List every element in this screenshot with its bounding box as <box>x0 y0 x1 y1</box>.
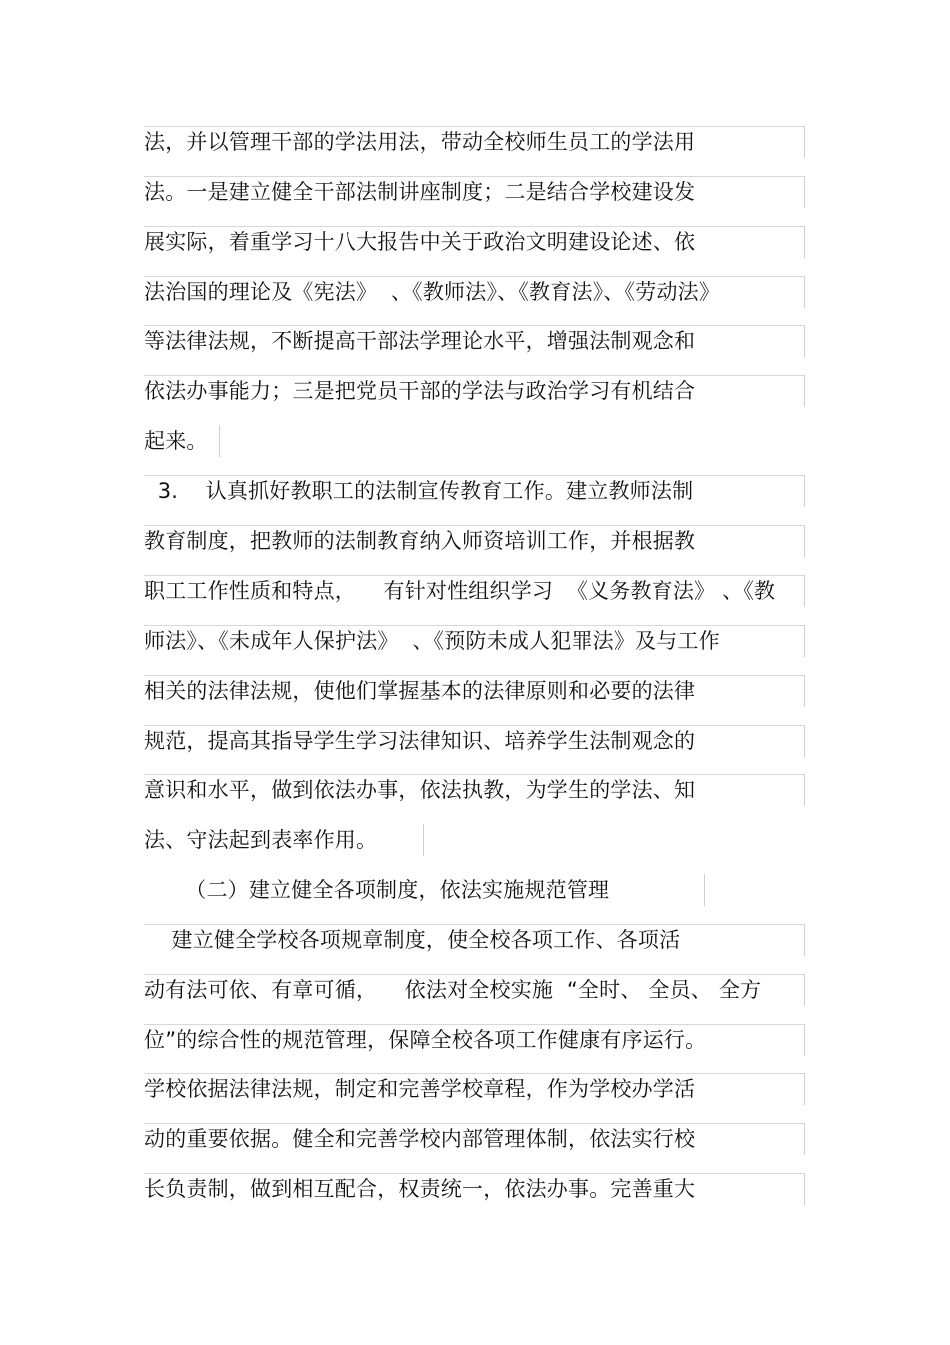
row-border <box>804 176 805 208</box>
row-border <box>804 1123 805 1155</box>
row-divider <box>144 1073 805 1074</box>
text-line: 相关的法律法规，使他们掌握基本的法律原则和必要的法律 <box>144 679 696 703</box>
row-divider <box>144 126 805 127</box>
text-line: 起来。 <box>144 429 208 453</box>
row-border <box>804 226 805 258</box>
row-border <box>804 276 805 308</box>
text-line: 建立健全学校各项规章制度，使全校各项工作、各项活 <box>144 928 681 952</box>
row-divider <box>144 924 805 925</box>
row-border <box>804 375 805 407</box>
row-divider <box>144 176 805 177</box>
text-line: 法、守法起到表率作用。 <box>144 828 378 852</box>
row-divider <box>144 1173 805 1174</box>
text-line: 等法律法规，不断提高干部法学理论水平，增强法制观念和 <box>144 329 696 353</box>
row-border <box>804 974 805 1006</box>
text-line: 动有法可依、有章可循， 依法对全校实施 “全时、 全员、 全方 <box>144 978 762 1002</box>
row-divider <box>144 725 805 726</box>
text-line: 展实际，着重学习十八大报告中关于政治文明建设论述、依 <box>144 230 696 254</box>
row-divider <box>144 276 805 277</box>
text-line: 法治国的理论及《宪法》 、《教师法》、《教育法》、《劳动法》 <box>144 280 721 304</box>
text-line: 法。一是建立健全干部法制讲座制度；二是结合学校建设发 <box>144 180 696 204</box>
text-line: 法，并以管理干部的学法用法，带动全校师生员工的学法用 <box>144 130 696 154</box>
row-border <box>804 924 805 956</box>
row-border <box>423 824 424 856</box>
row-divider <box>144 974 805 975</box>
text-line: 规范，提高其指导学生学习法律知识、培养学生法制观念的 <box>144 729 696 753</box>
row-border <box>219 425 220 457</box>
text-line: 学校依据法律法规，制定和完善学校章程，作为学校办学活 <box>144 1077 696 1101</box>
row-divider <box>144 1123 805 1124</box>
row-divider <box>144 475 805 476</box>
row-border <box>804 725 805 757</box>
text-line: 意识和水平，做到依法办事，依法执教，为学生的学法、知 <box>144 778 696 802</box>
text-line: 长负责制，做到相互配合，权责统一，依法办事。完善重大 <box>144 1177 696 1201</box>
text-line: 师法》、《未成年人保护法》 、《预防未成人犯罪法》及与工作 <box>144 629 720 653</box>
row-border <box>704 874 705 906</box>
row-divider <box>144 525 805 526</box>
row-border <box>804 1173 805 1205</box>
row-divider <box>144 375 805 376</box>
row-border <box>804 126 805 158</box>
row-border <box>804 475 805 507</box>
row-border <box>804 325 805 357</box>
row-divider <box>144 575 805 576</box>
row-divider <box>144 226 805 227</box>
text-line: 动的重要依据。健全和完善学校内部管理体制，依法实行校 <box>144 1127 696 1151</box>
row-border <box>804 525 805 557</box>
text-line: 位”的综合性的规范管理，保障全校各项工作健康有序运行。 <box>144 1028 707 1052</box>
text-line: 3. 认真抓好教职工的法制宣传教育工作。建立教师法制 <box>144 479 694 503</box>
row-divider <box>144 774 805 775</box>
row-divider <box>144 1024 805 1025</box>
row-divider <box>144 325 805 326</box>
row-border <box>804 1073 805 1105</box>
text-line: 职工工作性质和特点， 有针对性组织学习 《义务教育法》 、《教 <box>144 579 776 603</box>
section-heading: （二）建立健全各项制度，依法实施规范管理 <box>144 878 610 902</box>
row-divider <box>144 675 805 676</box>
row-border <box>804 675 805 707</box>
text-line: 依法办事能力；三是把党员干部的学法与政治学习有机结合 <box>144 379 696 403</box>
text-line: 教育制度，把教师的法制教育纳入师资培训工作，并根据教 <box>144 529 696 553</box>
row-divider <box>144 625 805 626</box>
row-border <box>804 774 805 806</box>
row-border <box>804 1024 805 1056</box>
row-border <box>804 625 805 657</box>
row-border <box>804 575 805 607</box>
